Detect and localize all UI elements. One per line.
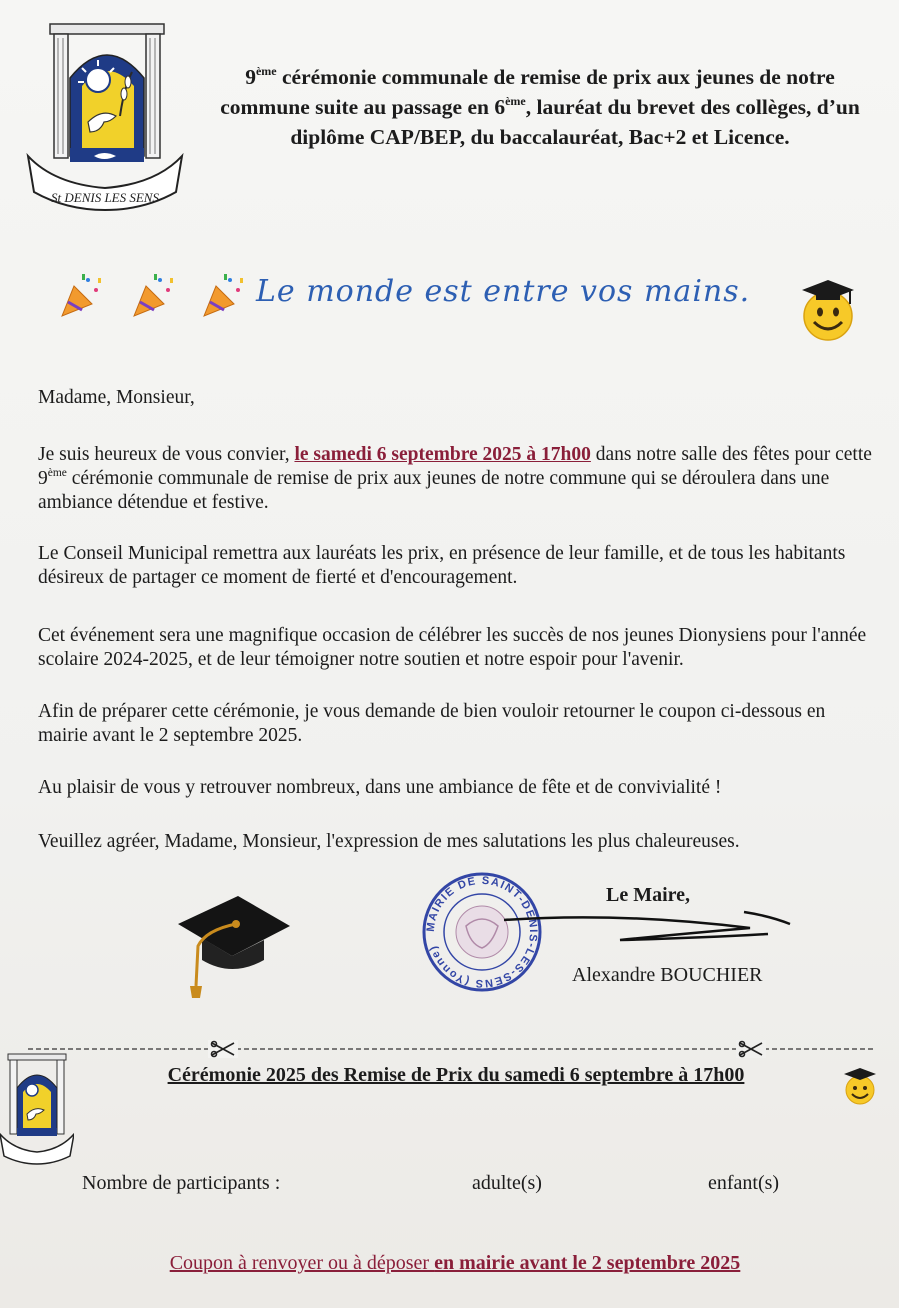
coupon-title: Cérémonie 2025 des Remise de Prix du samedi 6 septembre à 17h00 xyxy=(167,1064,745,1086)
party-popper-icon xyxy=(132,272,176,318)
letter-paragraph-invitation: Je suis heureux de vous convier, le samedi 6 septembre 2025 à 17h00 dans notre salle des fêtes pour cette 9ème cérémonie communale de remise de prix aux jeunes de notre commune qui se déroulera dans une ambiance détendue et festive. xyxy=(38,444,872,513)
graduation-smiley-icon xyxy=(798,272,858,344)
slogan-text: Le monde est entre vos mains. xyxy=(256,274,751,309)
coupon-return-instructions: Coupon à renvoyer ou à déposer en mairie avant le 2 septembre 2025 xyxy=(169,1252,741,1274)
letter-paragraph-event: Cet événement sera une magnifique occasion de célébrer les succès de nos jeunes Dionysiens pour l'année scolaire 2024-2025, et de leur témoigner notre soutien et notre espoir pour l'avenir. xyxy=(38,625,867,670)
party-popper-icon xyxy=(60,272,104,318)
mayor-title: Le Maire, xyxy=(606,884,691,906)
svg-text:MAIRIE DE SAINT-DENIS-LES-SENS: MAIRIE DE SAINT-DENIS-LES-SENS (Yonne) xyxy=(424,874,540,990)
ceremony-title: 9ème cérémonie communale de remise de prix aux jeunes de notre commune suite au passage en 6ème, lauréat du brevet des collèges, d’un diplôme CAP/BEP, du baccalauréat, Bac+2 et Licence. xyxy=(220,64,860,149)
graduation-cap-icon xyxy=(176,890,292,998)
mayor-name: Alexandre BOUCHIER xyxy=(572,964,763,986)
letter-paragraph-pleasure: Au plaisir de vous y retrouver nombreux, dans une ambiance de fête et de convivialité ! xyxy=(38,777,722,798)
children-field-label: enfant(s) xyxy=(708,1172,780,1194)
municipal-crest-logo-small xyxy=(0,1050,74,1165)
participants-label: Nombre de participants : xyxy=(82,1172,281,1194)
letter-paragraph-council: Le Conseil Municipal remettra aux lauréats les prix, en présence de leur famille, et de tous les habitants désireux de partager ce moment de fierté et d'encouragement. xyxy=(38,543,846,588)
svg-text:St DENIS LES SENS: St DENIS LES SENS xyxy=(51,190,159,205)
graduation-smiley-icon xyxy=(842,1064,878,1106)
letter-greeting: Madame, Monsieur, xyxy=(38,387,195,408)
event-date-highlight: le samedi 6 septembre 2025 à 17h00 xyxy=(294,444,591,465)
adults-field-label: adulte(s) xyxy=(472,1172,542,1194)
letter-paragraph-closing: Veuillez agréer, Madame, Monsieur, l'expression de mes salutations les plus chaleureuses. xyxy=(38,831,740,852)
party-popper-icon xyxy=(202,272,246,318)
letter-paragraph-coupon: Afin de préparer cette cérémonie, je vous demande de bien vouloir retourner le coupon ci-dessous en mairie avant le 2 septembre 2025. xyxy=(38,701,826,746)
slogan-banner xyxy=(60,262,860,346)
mayor-signature xyxy=(500,904,800,954)
coupon-cut-line xyxy=(28,1040,876,1058)
municipal-crest-logo xyxy=(24,16,186,212)
